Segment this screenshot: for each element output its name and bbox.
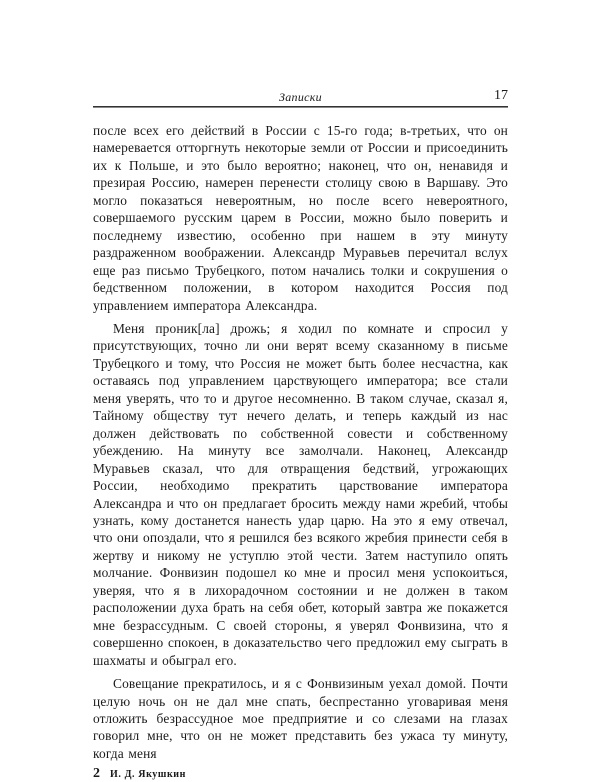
paragraph-1: после всех его действий в России с 15-го года; в-третьих, что он намеревается отторгнуть некоторые земли от России и присоединить их к Польше, и это было вероятно; наконец, что он, ненавидя и презирая Россию, намерен перенести столицу свою в Варшаву. Это могло показаться невероятным, но после всего невероятного, совершаемого русским царем в России, можно было поверить и последнему известию, особенно при нашем в эту минуту раздраженном воображении. Александр Муравьев перечитал вслух еще раз письмо Трубецкого, потом начались толки и сокрушения о бедственном положении, в котором находится Россия под управлением императора Александра. <box>93 123 508 313</box>
running-head <box>93 88 508 106</box>
running-title: Записки <box>279 90 322 104</box>
page-number: 17 <box>494 88 508 103</box>
paragraph-2: Меня проник[ла] дрожь; я ходил по комнате и спросил у присутствующих, точно ли они верят всему сказанному в письме Трубецкого и тому, что Россия не может быть более несчастна, как оставаясь под управлением царствующего императора; все стали меня уверять, что то и другое несомненно. В таком случае, сказал я, Тайному обществу тут нечего делать, и теперь каждый из нас должен действовать по собственной совести и собственному убеждению. На минуту все замолчали. Наконец, Александр Муравьев сказал, что для отвращения бедствий, угрожающих России, необходимо прекратить царствование императора Александра и что он предлагает бросить между нами жребий, чтобы узнать, кому достанется нанесть удар царю. На это я ему отвечал, что они опоздали, что я решился без всякого жребия принести себя в жертву и никому не уступлю этой чести. Затем наступило опять молчание. Фонвизин подошел ко мне и просил меня успокоиться, уверяя, что я в лихорадочном состоянии и не должен в таком расположении духа брать на себя обет, который завтра же покажется мне безрассудным. С своей стороны, я уверял Фонвизина, что я совершенно спокоен, в доказательство чего предложил ему сыграть в шахматы и обыграл его. <box>93 320 508 668</box>
header-rule <box>93 106 508 108</box>
signature-author: И. Д. Якушкин <box>110 769 187 781</box>
body-text <box>93 122 508 762</box>
book-page <box>93 88 508 782</box>
paragraph-3: Совещание прекратилось, и я с Фонвизиным уехал домой. Почти целую ночь он не дал мне спать, беспрестанно уговаривая меня отложить безрассудное мое предприятие и со слезами на глазах говорил мне, что он не может представить без ужаса ту минуту, когда меня <box>93 676 508 761</box>
signature-number: 2 <box>93 766 100 782</box>
